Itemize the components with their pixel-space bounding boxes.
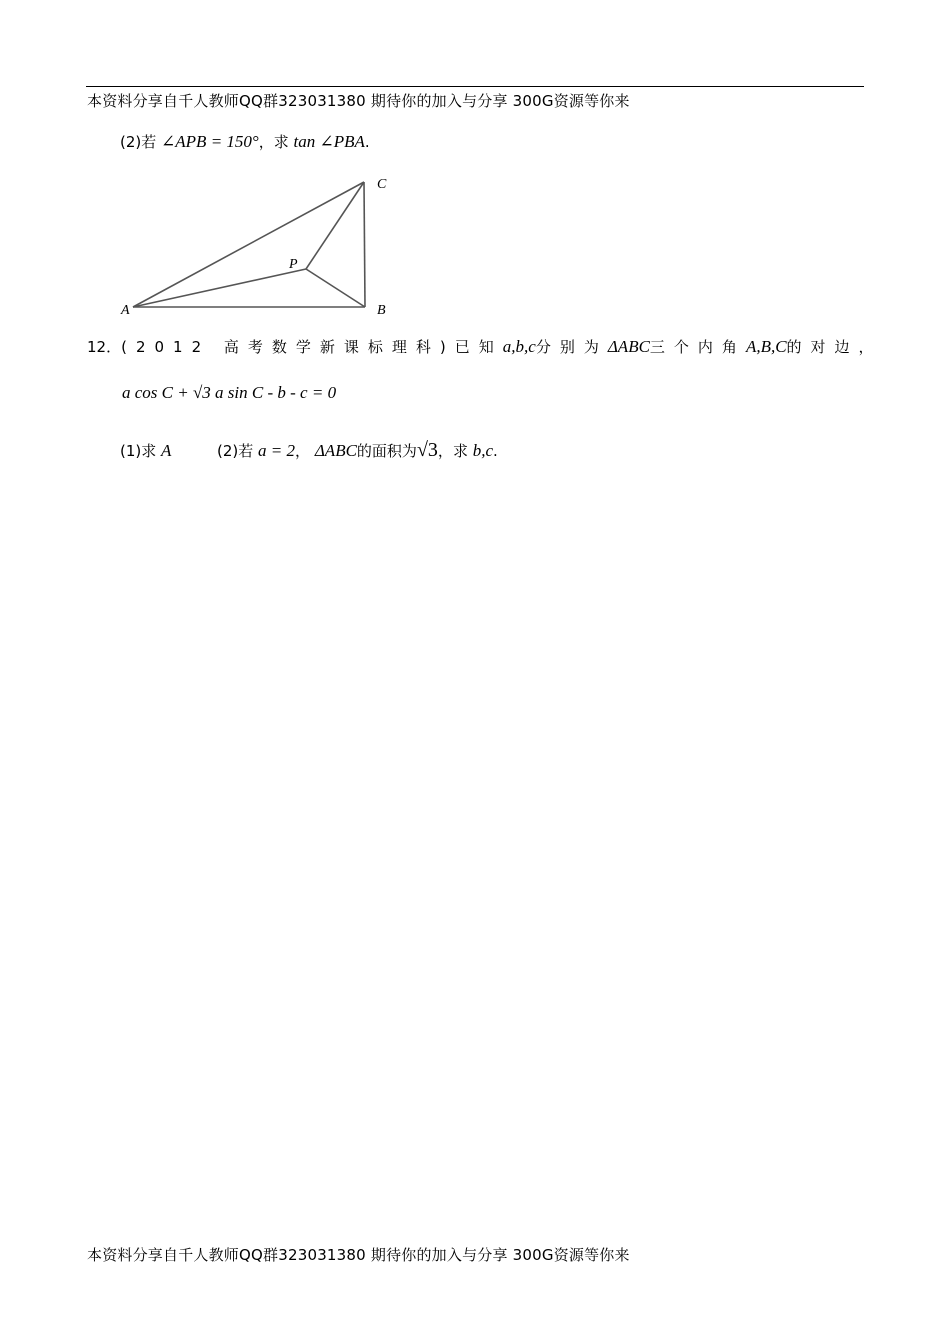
comma: ，: [258, 133, 274, 151]
part2-ruo: 若: [238, 442, 254, 460]
angle-condition: ∠APB = 150°: [161, 132, 259, 151]
part2-comma: ，: [295, 442, 311, 460]
part2-number: (2): [217, 442, 239, 460]
part1-var: A: [161, 441, 172, 460]
text-qiu: 求: [273, 133, 289, 151]
angles-abc: A,B,C: [745, 337, 787, 356]
q12-stem: [87, 336, 883, 357]
part2-vars: b,c: [472, 441, 494, 460]
page-footer: 本资料分享自千人教师QQ群323031380 期待你的加入与分享 300G资源等你来: [87, 1246, 630, 1264]
text-sange-neijiao: 三个内角: [649, 338, 746, 356]
part2-qiu: 求: [452, 442, 468, 460]
part2-comma2: ，: [437, 442, 453, 460]
target-expression: tan ∠PBA: [293, 132, 365, 151]
text-duibian: 的对边，: [786, 338, 883, 356]
part2-area-text: 的面积为: [356, 442, 417, 460]
part2-triangle: ΔABC: [314, 441, 357, 460]
triangle-abc: ΔABC: [607, 337, 650, 356]
label-P: P: [289, 257, 298, 272]
part-number: (2): [120, 133, 142, 151]
part1-number: (1): [120, 442, 142, 460]
segment-AP: [133, 269, 306, 307]
equation: a cos C + √3 a sin C - b - c = 0: [122, 383, 337, 402]
q11-part2: [120, 131, 370, 152]
text-fenbiewei: 分别为: [535, 338, 608, 356]
q12-equation: [122, 383, 336, 403]
period: .: [364, 133, 370, 151]
segment-PB: [306, 269, 365, 307]
segment-AC: [133, 182, 364, 307]
label-B: B: [377, 303, 386, 318]
text-ruo: 若: [141, 133, 157, 151]
label-A: A: [121, 303, 130, 318]
segment-PC: [306, 182, 364, 269]
question-source: (2012 高考数学新课标理科): [121, 338, 455, 356]
vars-abc: a,b,c: [502, 337, 536, 356]
page-header: 本资料分享自千人教师QQ群323031380 期待你的加入与分享 300G资源等你来: [87, 92, 630, 110]
q12-parts: [120, 439, 498, 462]
part2-sqrt3: √3: [416, 439, 438, 461]
header-rule: [86, 86, 864, 87]
label-C: C: [377, 177, 387, 192]
part2-period: .: [493, 442, 498, 460]
question-number: 12．: [87, 338, 122, 356]
segment-BC: [364, 182, 365, 307]
part1-qiu: 求: [141, 442, 157, 460]
triangle-figure: [115, 168, 405, 320]
text-yizhi: 已知: [454, 338, 503, 356]
part2-condition: a = 2: [258, 441, 296, 460]
